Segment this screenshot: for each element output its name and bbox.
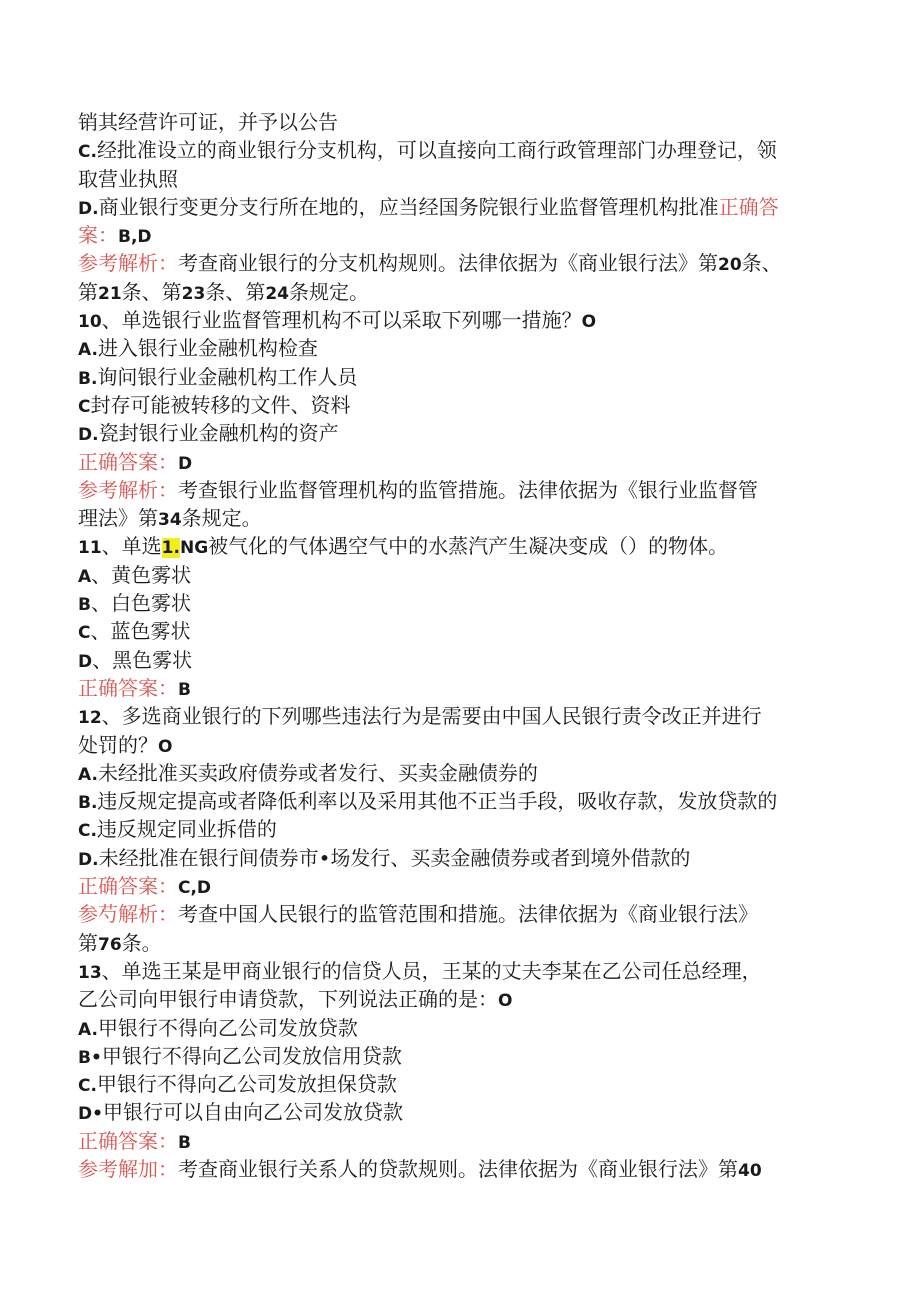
text-segment: D. bbox=[78, 198, 99, 219]
answer-label: 正确答案： bbox=[78, 449, 178, 474]
text-line bbox=[78, 193, 838, 221]
text-segment: 考查银行业监督管理机构的监管措施。法律依据为《银行业监督管 bbox=[178, 477, 758, 502]
text-segment: 考查中国人民银行的监管范围和措施。法律依据为《商业银行法》 bbox=[178, 902, 758, 927]
text-line bbox=[78, 1155, 838, 1183]
answer-label: 参芍解析： bbox=[78, 902, 178, 927]
highlighted-text: 1. bbox=[161, 538, 180, 559]
text-segment: C bbox=[78, 623, 91, 644]
text-line bbox=[78, 278, 838, 306]
text-segment: 76 bbox=[98, 934, 122, 955]
text-segment: 20 bbox=[718, 255, 742, 276]
text-line bbox=[78, 1098, 838, 1126]
text-segment: 、单选 bbox=[101, 534, 162, 559]
answer-label: 正确答 bbox=[718, 194, 779, 219]
text-segment: 、黄色雾状 bbox=[91, 562, 192, 587]
text-segment: O bbox=[581, 312, 597, 333]
text-segment: 封存可能被转移的文件、资料 bbox=[90, 392, 351, 417]
text-segment: B bbox=[78, 595, 91, 616]
text-segment: 甲银行不得向乙公司发放贷款 bbox=[97, 1015, 358, 1040]
text-segment: 考查商业银行关系人的贷款规则。法律依据为《商业银行法》第 bbox=[178, 1156, 738, 1181]
text-segment: 条、第 bbox=[205, 279, 266, 304]
text-segment: 未经批准在银行间债券市•场发行、买卖金融债券或者到境外借款的 bbox=[98, 845, 691, 870]
text-segment: 被气化的气体遇空气中的水蒸汽产生凝决变成（）的物体。 bbox=[208, 534, 729, 559]
text-line bbox=[78, 165, 838, 193]
text-segment: 11 bbox=[78, 538, 102, 559]
text-segment: 销其经营许可证，并予以公告 bbox=[78, 110, 338, 134]
text-line bbox=[78, 561, 838, 589]
text-line bbox=[78, 221, 838, 249]
text-segment: 甲银行可以自由向乙公司发放贷款 bbox=[102, 1100, 403, 1125]
answer-label: 参考解析： bbox=[78, 477, 178, 502]
text-segment: 甲银行不得向乙公司发放信用贷款 bbox=[101, 1043, 402, 1068]
text-line bbox=[78, 844, 838, 872]
text-segment: 24 bbox=[265, 283, 290, 304]
text-segment: 34 bbox=[158, 510, 182, 531]
text-segment: 条、第 bbox=[121, 279, 182, 304]
text-segment: 处罚的？ bbox=[78, 732, 158, 757]
text-segment: 10 bbox=[78, 312, 102, 333]
text-segment: 进入银行业金融机构检查 bbox=[97, 336, 318, 361]
text-line bbox=[78, 1127, 838, 1155]
text-segment: 取营业执照 bbox=[78, 166, 178, 191]
answer-label: 正确答案： bbox=[78, 675, 178, 700]
text-line bbox=[78, 815, 838, 843]
text-segment: NG bbox=[179, 538, 209, 559]
text-line bbox=[78, 674, 838, 702]
text-segment: D• bbox=[78, 1104, 103, 1125]
answer-label: 正确答案： bbox=[78, 1128, 178, 1153]
text-segment: 第 bbox=[78, 279, 98, 304]
text-line bbox=[78, 759, 838, 787]
text-segment: 第 bbox=[78, 930, 98, 955]
text-segment: C. bbox=[78, 1076, 97, 1097]
text-segment: 乙公司向甲银行申请贷款，下列说法正确的是： bbox=[78, 987, 498, 1012]
text-line bbox=[78, 985, 838, 1013]
text-line bbox=[78, 136, 838, 164]
text-segment: 考查商业银行的分支机构规则。法律依据为《商业银行法》第 bbox=[178, 251, 718, 276]
text-segment: 21 bbox=[98, 283, 122, 304]
text-segment: 未经批准买卖政府债券或者发行、买卖金融债券的 bbox=[97, 760, 538, 785]
text-line bbox=[78, 306, 838, 334]
text-segment: 条规定。 bbox=[289, 279, 370, 304]
text-segment: B• bbox=[78, 1047, 102, 1068]
text-line bbox=[78, 249, 838, 277]
text-segment: A. bbox=[78, 764, 98, 785]
text-line bbox=[78, 1014, 838, 1042]
answer-label: 正确答案： bbox=[78, 874, 178, 899]
text-line bbox=[78, 617, 838, 645]
text-segment: 40 bbox=[738, 1160, 762, 1181]
text-segment: C,D bbox=[178, 878, 212, 899]
text-line bbox=[78, 900, 838, 928]
document-page bbox=[78, 108, 838, 1183]
answer-label: 案： bbox=[78, 223, 118, 248]
text-line bbox=[78, 872, 838, 900]
text-segment: 商业银行变更分支行所在地的，应当经国务院银行业监督管理机构批准 bbox=[98, 194, 719, 219]
text-segment: D. bbox=[78, 849, 99, 870]
text-line bbox=[78, 1070, 838, 1098]
text-segment: 、白色雾状 bbox=[90, 591, 191, 616]
text-line bbox=[78, 448, 838, 476]
text-segment: B. bbox=[78, 793, 98, 814]
text-line bbox=[78, 532, 838, 560]
text-segment: 23 bbox=[181, 283, 206, 304]
text-line bbox=[78, 646, 838, 674]
text-line bbox=[78, 334, 838, 362]
text-segment: 、单选王某是甲商业银行的信贷人员，王某的丈夫李某在乙公司任总经理， bbox=[101, 958, 762, 983]
answer-label: 参考解析： bbox=[78, 251, 178, 276]
answer-label: 参考解加： bbox=[78, 1156, 178, 1181]
text-segment: 经批准设立的商业银行分支机构，可以直接向工商行政管理部门办理登记，领 bbox=[96, 138, 777, 163]
text-line bbox=[78, 108, 838, 136]
text-segment: 瓷封银行业金融机构的资产 bbox=[98, 421, 339, 446]
text-line bbox=[78, 957, 838, 985]
text-line bbox=[78, 476, 838, 504]
text-line bbox=[78, 1042, 838, 1070]
text-segment: 条。 bbox=[121, 930, 162, 955]
text-segment: 12 bbox=[78, 708, 102, 729]
text-segment: C. bbox=[78, 142, 97, 163]
text-line bbox=[78, 929, 838, 957]
text-segment: 违反规定提高或者降低利率以及采用其他不正当手段，吸收存款，发放贷款的 bbox=[97, 789, 778, 814]
text-segment: C bbox=[78, 396, 91, 417]
text-segment: 13 bbox=[78, 962, 102, 983]
text-line bbox=[78, 504, 838, 532]
text-segment: 条、 bbox=[741, 251, 782, 276]
text-line bbox=[78, 731, 838, 759]
text-segment: C. bbox=[78, 821, 97, 842]
text-segment: 违反规定同业拆借的 bbox=[96, 817, 277, 842]
text-segment: 、黑色雾状 bbox=[92, 647, 193, 672]
text-segment: B bbox=[178, 679, 191, 700]
text-segment: 询问银行业金融机构工作人员 bbox=[97, 364, 358, 389]
text-segment: B bbox=[178, 1132, 191, 1153]
text-segment: 、蓝色雾状 bbox=[90, 619, 191, 644]
text-segment: A. bbox=[78, 340, 98, 361]
text-line bbox=[78, 589, 838, 617]
text-segment: B. bbox=[78, 368, 98, 389]
text-segment: O bbox=[158, 736, 173, 757]
text-line bbox=[78, 391, 838, 419]
text-line bbox=[78, 702, 838, 730]
text-segment: D. bbox=[78, 425, 99, 446]
text-segment: D bbox=[78, 651, 93, 672]
text-segment: B,D bbox=[118, 227, 152, 248]
text-segment: 理法》第 bbox=[78, 506, 158, 531]
text-line bbox=[78, 787, 838, 815]
text-segment: 甲银行不得向乙公司发放担保贷款 bbox=[96, 1072, 397, 1097]
text-segment: A. bbox=[78, 1019, 98, 1040]
text-segment: 、单选银行业监督管理机构不可以采取下列哪一措施？ bbox=[101, 308, 582, 333]
text-segment: D bbox=[178, 453, 193, 474]
text-segment: 、多选商业银行的下列哪些违法行为是需要由中国人民银行责令改正并进行 bbox=[101, 704, 762, 729]
text-line bbox=[78, 419, 838, 447]
text-segment: 条规定。 bbox=[181, 506, 262, 531]
text-segment: O bbox=[498, 991, 513, 1012]
text-segment: A bbox=[78, 566, 92, 587]
text-line bbox=[78, 363, 838, 391]
